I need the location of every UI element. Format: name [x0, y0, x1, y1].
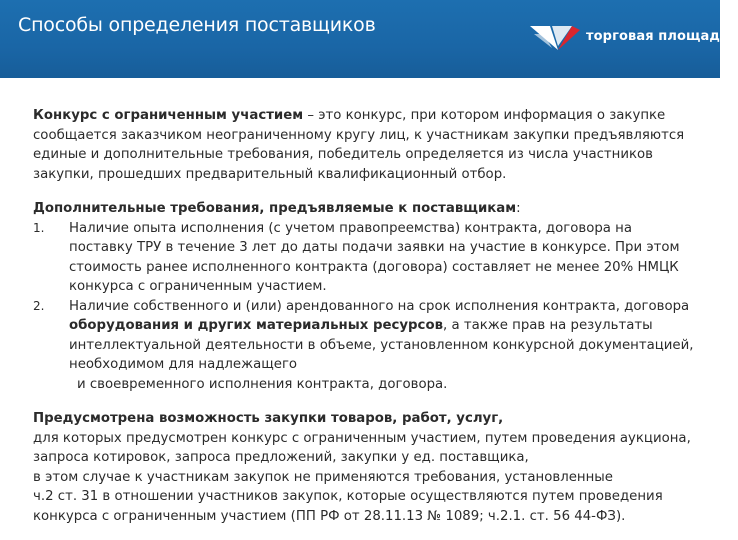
- possibility-heading: Предусмотрена возможность закупки товаров, работ, услуг,: [33, 411, 504, 426]
- requirements-heading: [33, 199, 698, 219]
- requirements-heading-colon: :: [516, 201, 521, 216]
- possibility-line3: ч.2 ст. 31 в отношении участников закупок, которые осуществляются путем проведения конкурса с ограниченным участием (ПП РФ от 28.11.13 № 1089; ч.2.1. ст. 56 44-ФЗ).: [33, 489, 663, 524]
- slide-body: [33, 106, 698, 526]
- term-label: Конкурс с ограниченным участием: [33, 108, 304, 123]
- requirements-heading-text: Дополнительные требования, предъявляемые к поставщикам: [33, 201, 517, 216]
- slide-title: Способы определения поставщиков: [18, 14, 376, 36]
- possibility-line2: в этом случае к участникам закупок не применяются требования, установленные: [33, 469, 613, 485]
- list-item-text-cont: , а также прав на результаты интеллектуальной деятельности в объеме, установленном конкурсной документацией, необходимом для надлежащего: [69, 318, 694, 372]
- list-item-text: Наличие собственного и (или) арендованного на срок исполнения контракта, договора: [69, 298, 690, 314]
- slide-header: [0, 0, 738, 78]
- definition-text: – это конкурс, при котором информация о закупке сообщается заказчиком неограниченному кругу лиц, к участникам закупки предъявляются единые и дополнительные требования, победитель определяется из числа участников закупки, прошедших предварительный квалификационный отбор.: [33, 108, 685, 182]
- possibility-paragraph: [33, 409, 698, 526]
- requirements-list: [33, 219, 698, 395]
- brand-logo: [528, 20, 738, 60]
- list-item-text-last: и своевременного исполнения контракта, договора.: [77, 376, 448, 392]
- list-item-number: 2.: [33, 298, 45, 313]
- list-item: [33, 297, 698, 395]
- list-item-number: 1.: [33, 220, 45, 235]
- possibility-line1: для которых предусмотрен конкурс с ограниченным участием, путем проведения аукциона, запроса котировок, запроса предложений, закупки у ед. поставщика,: [33, 430, 691, 465]
- definition-paragraph: [33, 106, 698, 184]
- list-item-bold: оборудования и других материальных ресурсов: [69, 318, 443, 333]
- list-item: [33, 219, 698, 297]
- list-item-text: Наличие опыта исполнения (с учетом правопреемства) контракта, договора на поставку ТРУ в течение 3 лет до даты подачи заявки на участие в конкурсе. При этом стоимость ранее исполненного контракта (договора) составляет не менее 20% НМЦК конкурса с ограниченным участием.: [69, 220, 680, 294]
- logo-mark-icon: [528, 20, 584, 56]
- brand-name: торговая площадка: [586, 29, 738, 44]
